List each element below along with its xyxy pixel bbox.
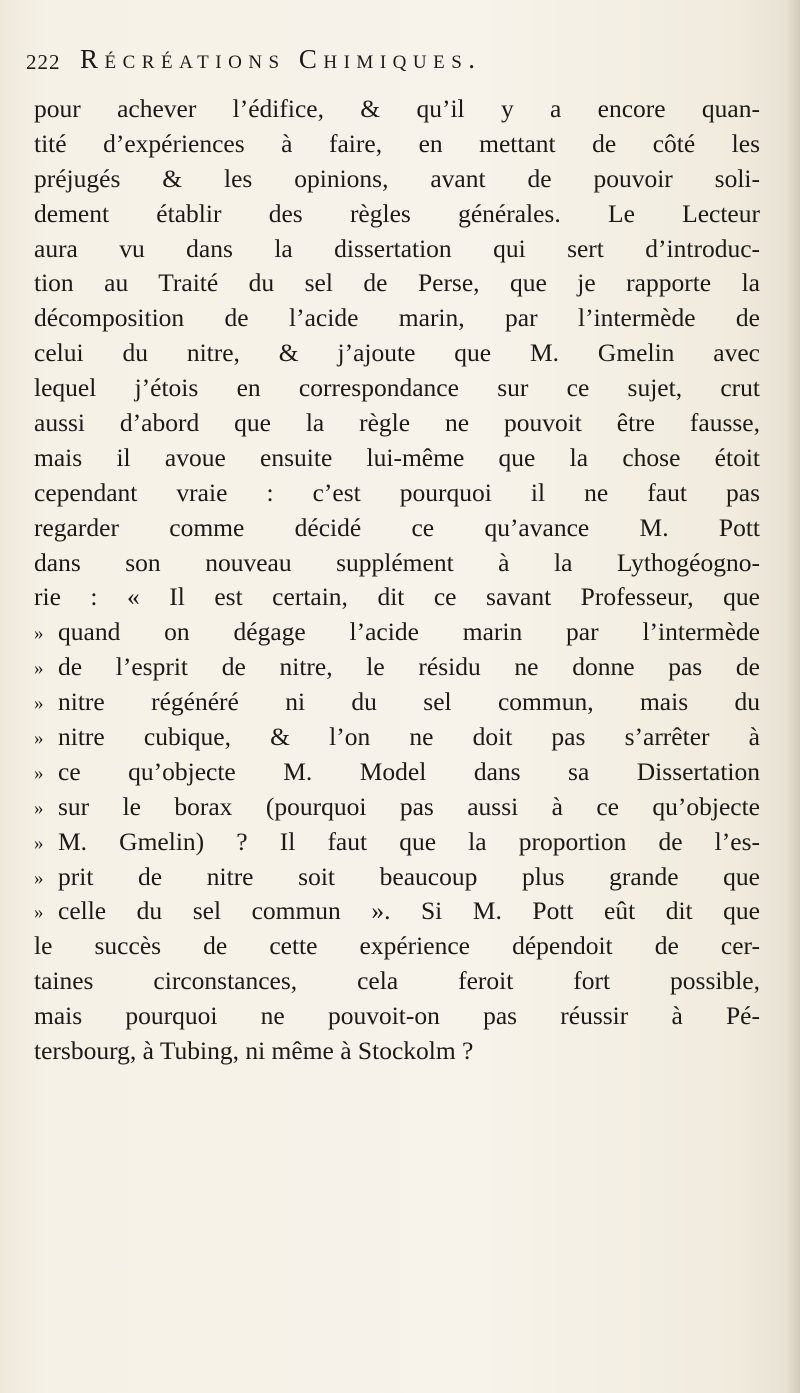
text-line — [34, 685, 760, 720]
text-line: cependant vraie : c’est pourquoi il ne faut pas — [34, 477, 760, 507]
text-line: aura vu dans la dissertation qui sert d’introduc- — [34, 233, 760, 263]
text-line — [34, 615, 760, 650]
text-line — [34, 860, 760, 895]
text-line: dans son nouveau supplément à la Lythogéogno- — [34, 547, 760, 577]
quote-mark: » — [34, 902, 44, 924]
text-line: celui du nitre, & j’ajoute que M. Gmelin avec — [34, 338, 760, 368]
text-line: mais pourquoi ne pouvoit-on pas réussir à Pé- — [34, 1001, 760, 1031]
text-line — [34, 790, 760, 825]
text-line: dement établir des règles générales. Le Lecteur — [34, 198, 760, 228]
quote-mark: » — [34, 762, 44, 784]
line-text: celle du sel commun ». Si M. Pott eût dit que — [58, 896, 760, 926]
text-line: pour achever l’édifice, & qu’il y a encore quan- — [34, 94, 760, 123]
line-text: ce qu’objecte M. Model dans sa Dissertation — [58, 756, 760, 786]
running-head: Récréations Chimiques. — [80, 44, 482, 74]
text-line: décomposition de l’acide marin, par l’intermède de — [34, 303, 760, 333]
quote-mark: » — [34, 623, 44, 645]
text-line: tersbourg, à Tubing, ni même à Stockolm ? — [34, 1036, 474, 1066]
text-line: le succès de cette expérience dépendoit de cer- — [34, 931, 760, 961]
quote-mark: » — [34, 693, 44, 715]
text-line — [34, 755, 760, 790]
text-line: tion au Traité du sel de Perse, que je rapporte la — [34, 268, 760, 298]
line-text: quand on dégage l’acide marin par l’intermède — [58, 617, 760, 647]
quote-mark: » — [34, 728, 44, 750]
page-number: 222 — [26, 50, 61, 74]
page-header — [0, 44, 800, 88]
text-line: mais il avoue ensuite lui-même que la chose étoit — [34, 442, 760, 472]
body-text — [34, 92, 760, 1069]
line-text: sur le borax (pourquoi pas aussi à ce qu’objecte — [58, 791, 760, 821]
line-text: nitre régénéré ni du sel commun, mais du — [58, 687, 760, 717]
line-text: nitre cubique, & l’on ne doit pas s’arrêter à — [58, 722, 760, 752]
text-line: rie : « Il est certain, dit ce savant Professeur, que — [34, 582, 760, 612]
text-line: regarder comme décidé ce qu’avance M. Pott — [34, 512, 760, 542]
text-line — [34, 825, 760, 860]
text-line: lequel j’étois en correspondance sur ce sujet, crut — [34, 373, 760, 403]
line-text: de l’esprit de nitre, le résidu ne donne pas de — [58, 652, 760, 682]
text-line: préjugés & les opinions, avant de pouvoir soli- — [34, 163, 760, 193]
page-edge-shadow — [786, 0, 800, 1393]
quote-mark: » — [34, 658, 44, 680]
quote-mark: » — [34, 832, 44, 854]
line-text: prit de nitre soit beaucoup plus grande que — [58, 861, 760, 891]
text-line — [34, 650, 760, 685]
text-line: tité d’expériences à faire, en mettant de côté les — [34, 128, 760, 158]
quote-mark: » — [34, 867, 44, 889]
text-line: aussi d’abord que la règle ne pouvoit être fausse, — [34, 408, 760, 438]
text-line — [34, 894, 760, 929]
line-text: M. Gmelin) ? Il faut que la proportion de l’es- — [58, 826, 760, 856]
quote-mark: » — [34, 797, 44, 819]
text-line — [34, 720, 760, 755]
text-line: taines circonstances, cela feroit fort possible, — [34, 966, 760, 996]
